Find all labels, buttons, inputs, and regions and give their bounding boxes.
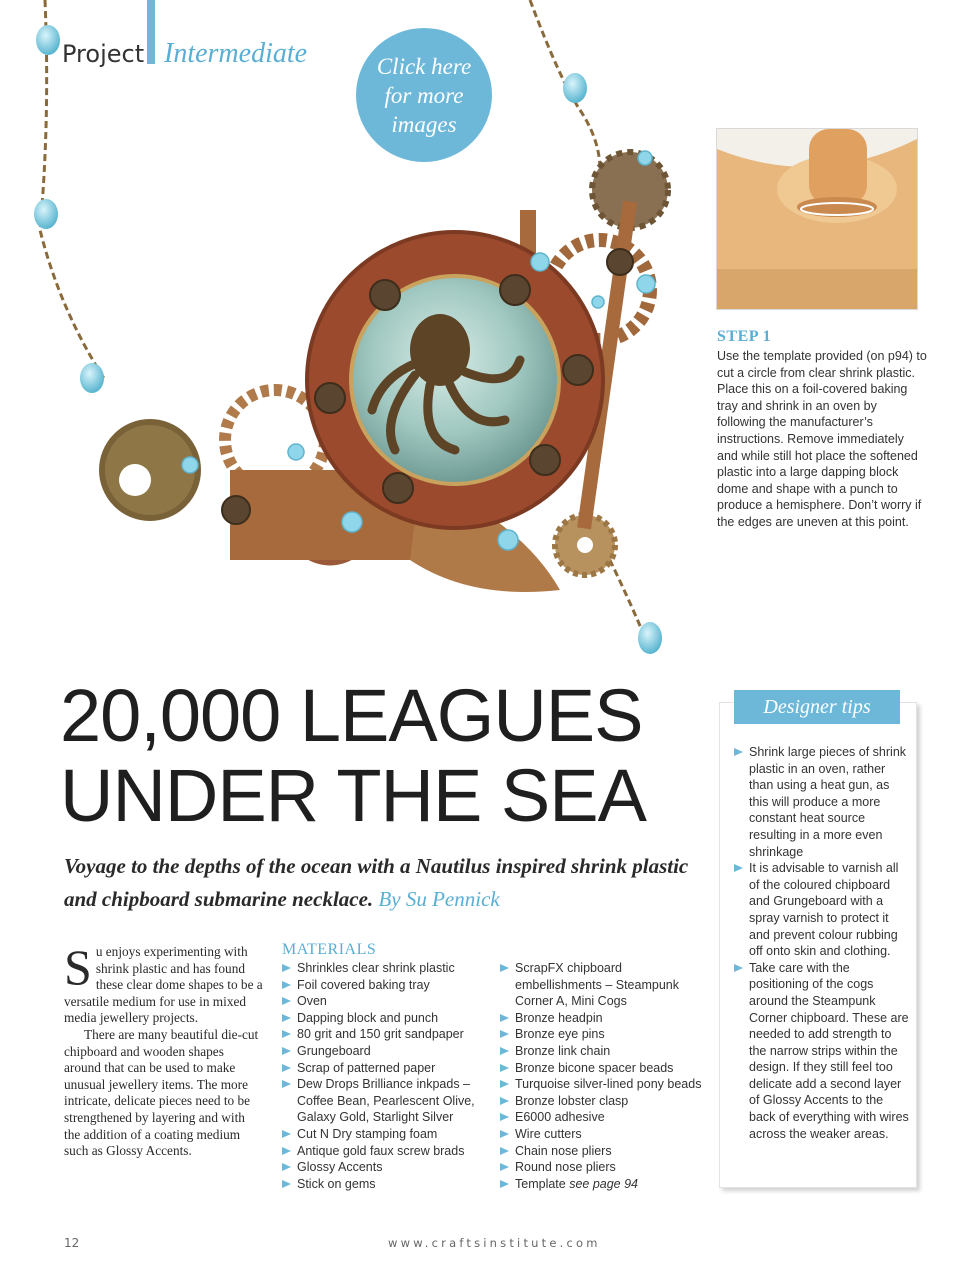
title-line-1: 20,000 LEAGUES: [60, 674, 643, 757]
material-item: Antique gold faux screw brads: [282, 1143, 492, 1160]
click-line-3: images: [391, 111, 457, 137]
designer-tips-heading: Designer tips: [734, 690, 900, 724]
material-item: Chain nose pliers: [500, 1143, 712, 1160]
standfirst: [64, 850, 704, 916]
intro-text: [64, 939, 264, 1160]
material-item: ScrapFX chipboard embellishments – Steampunk Corner A, Mini Cogs: [500, 960, 712, 1010]
step1-instructions: Use the template provided (on p94) to cut a circle from clear shrink plastic. Place this on a foil-covered baking tray and shrink in an oven by following the manufacturer’s instructions. Remove immediately and while still hot place the softened plastic into a large dapping block dome and shape with a punch to produce a hemisphere. Don’t worry if the edges are uneven at this point.: [717, 349, 927, 529]
click-line-1: Click here: [376, 53, 472, 79]
skill-level: Intermediate: [164, 38, 308, 69]
click-line-2: for more: [384, 82, 464, 108]
material-item-template: [500, 1176, 712, 1193]
page-title: [60, 676, 720, 836]
material-item: Dew Drops Brilliance inkpads – Coffee Bean, Pearlescent Olive, Galaxy Gold, Starlight Silver: [282, 1076, 492, 1126]
author-byline: By Su Pennick: [378, 887, 500, 911]
material-item: Grungeboard: [282, 1043, 492, 1060]
designer-tips-list: [734, 744, 909, 1142]
material-item: Glossy Accents: [282, 1159, 492, 1176]
tip-item: Take care with the positioning of the cogs around the Steampunk Corner chipboard. These are needed to add strength to the narrow strips within the design. If they still feel too delicate add a second layer of Glossy Accents to the back of everything with wires across the weaker areas.: [734, 960, 909, 1143]
material-item: Turquoise silver-lined pony beads: [500, 1076, 712, 1093]
section-label: Project: [62, 40, 145, 68]
title-line-2: UNDER THE SEA: [60, 754, 646, 837]
materials-list-col2: [500, 960, 712, 1192]
material-item: Bronze link chain: [500, 1043, 712, 1060]
template-label: Template: [515, 1176, 570, 1191]
step1-photo: [716, 128, 918, 310]
materials-list-col1: [282, 960, 492, 1192]
standfirst-text: Voyage to the depths of the ocean with a Nautilus inspired shrink plastic and chipboard submarine necklace.: [64, 854, 689, 911]
material-item: Bronze bicone spacer beads: [500, 1060, 712, 1077]
necklace-photo: [0, 0, 700, 680]
material-item: 80 grit and 150 grit sandpaper: [282, 1026, 492, 1043]
material-item: Cut N Dry stamping foam: [282, 1126, 492, 1143]
material-item: Dapping block and punch: [282, 1010, 492, 1027]
template-page-ref: see page 94: [569, 1176, 639, 1191]
page-number: 12: [64, 1236, 80, 1250]
material-item: Round nose pliers: [500, 1159, 712, 1176]
website-url[interactable]: www.craftsinstitute.com: [388, 1236, 601, 1250]
material-item: Wire cutters: [500, 1126, 712, 1143]
tip-item: It is advisable to varnish all of the coloured chipboard and Grungeboard with a spray varnish to protect it and prevent colour rubbing off onto skin and clothing.: [734, 860, 909, 960]
material-item: E6000 adhesive: [500, 1109, 712, 1126]
drop-cap: S: [64, 939, 92, 995]
material-item: Stick on gems: [282, 1176, 492, 1193]
step1-heading: STEP 1: [717, 328, 772, 345]
material-item: Bronze lobster clasp: [500, 1093, 712, 1110]
intro-paragraph-1: u enjoys experimenting with shrink plastic and has found these clear dome shapes to be a versatile medium for use in mixed media jewellery projects.: [64, 944, 263, 1026]
material-item: Shrinkles clear shrink plastic: [282, 960, 492, 977]
material-item: Scrap of patterned paper: [282, 1060, 492, 1077]
material-item: Bronze eye pins: [500, 1026, 712, 1043]
material-item: Foil covered baking tray: [282, 977, 492, 994]
materials-heading: MATERIALS: [282, 941, 377, 958]
material-item: Oven: [282, 993, 492, 1010]
material-item: Bronze headpin: [500, 1010, 712, 1027]
intro-paragraph-2: There are many beautiful die-cut chipboard and wooden shapes around that can be used to make unusual jewellery items. The more intricate, delicate pieces need to be strengthened by layering and with the addition of a coating medium such as Glossy Accents.: [64, 1026, 259, 1159]
tip-item: Shrink large pieces of shrink plastic in an oven, rather than using a heat gun, as this will produce a more constant heat source resulting in a more even shrinkage: [734, 744, 909, 860]
